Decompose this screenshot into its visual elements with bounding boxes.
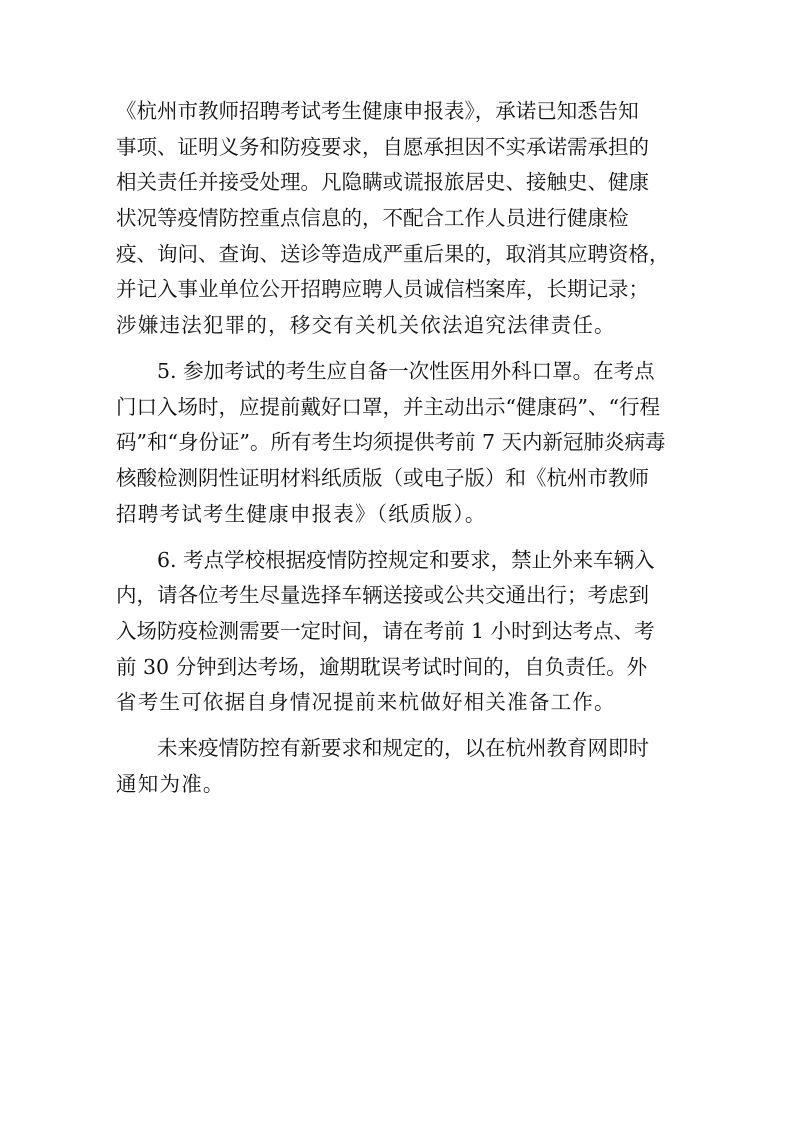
text-line: 5. 参加考试的考生应自备一次性医用外科口罩。在考点 bbox=[157, 359, 655, 383]
text-line: 招聘考试考生健康申报表》（纸质版）。 bbox=[116, 501, 487, 526]
text-line: 前 30 分钟到达考场，逾期耽误考试时间的，自负责任。外 bbox=[116, 654, 648, 679]
text-line: 入场防疫检测需要一定时间，请在考前 1 小时到达考点、考 bbox=[116, 619, 655, 643]
text-line: 《杭州市教师招聘考试考生健康申报表》，承诺已知悉告知 bbox=[116, 99, 639, 123]
text-line: 相关责任并接受处理。凡隐瞒或谎报旅居史、接触史、健康 bbox=[116, 170, 649, 195]
text-line: 涉嫌违法犯罪的，移交有关机关依法追究法律责任。 bbox=[116, 313, 616, 338]
text-line: 未来疫情防控有新要求和规定的，以在杭州教育网即时 bbox=[157, 736, 649, 761]
text-line: 码”和“身份证”。所有考生均须提供考前 7 天内新冠肺炎病毒 bbox=[116, 430, 666, 455]
paragraph-item-5-masks bbox=[116, 354, 682, 532]
text-line: 事项、证明义务和防疫要求，自愿承担因不实承诺需承担的 bbox=[116, 134, 649, 159]
paragraph-health-commitment bbox=[116, 94, 682, 344]
document-body bbox=[116, 94, 682, 803]
text-line: 门口入场时，应提前戴好口罩，并主动出示“健康码”、“行程 bbox=[116, 394, 660, 419]
text-line: 并记入事业单位公开招聘应聘人员诚信档案库，长期记录； bbox=[116, 277, 649, 302]
text-line: 状况等疫情防控重点信息的，不配合工作人员进行健康检 bbox=[116, 206, 629, 231]
text-line: 内，请各位考生尽量选择车辆送接或公共交通出行；考虑到 bbox=[116, 583, 649, 608]
text-line: 6. 考点学校根据疫情防控规定和要求，禁止外来车辆入 bbox=[157, 547, 655, 572]
text-line: 通知为准。 bbox=[116, 771, 225, 796]
text-line: 省考生可依据自身情况提前来杭做好相关准备工作。 bbox=[116, 690, 616, 715]
paragraph-closing-note bbox=[116, 731, 682, 802]
text-line: 核酸检测阴性证明材料纸质版（或电子版）和《杭州市教师 bbox=[116, 466, 649, 491]
paragraph-item-6-arrival bbox=[116, 543, 682, 721]
text-line: 疫、询问、查询、送诊等造成严重后果的，取消其应聘资格， bbox=[116, 241, 670, 266]
